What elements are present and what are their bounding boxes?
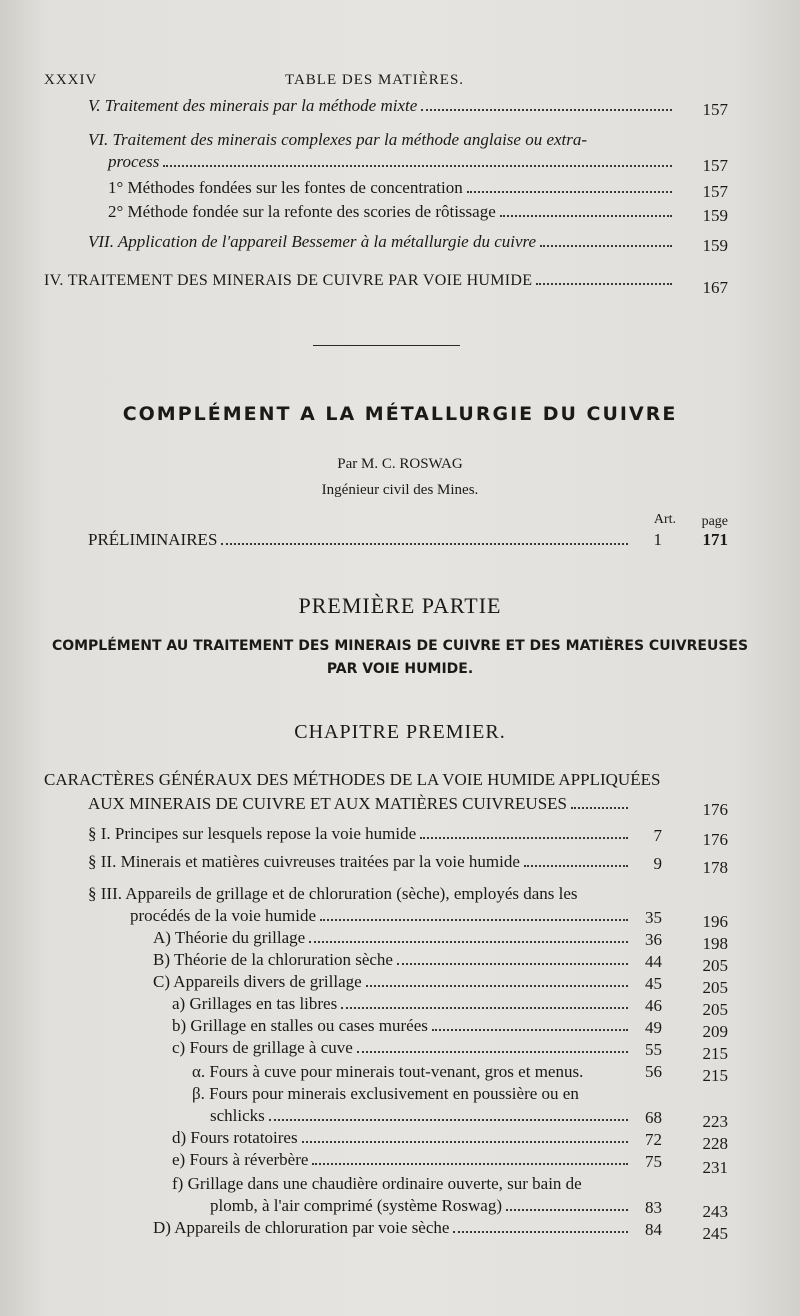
toc-entry (130, 906, 634, 926)
toc-entry-label: IV. TRAITEMENT DES MINERAIS DE CUIVRE PAR VOIE HUMIDE (44, 272, 533, 289)
section-divider (313, 345, 460, 346)
toc-entry-label: A) Théorie du grillage (153, 928, 306, 947)
toc-entry (88, 530, 634, 550)
column-header-art: Art. (653, 512, 676, 527)
toc-entry-label: a) Grillages en tas libres (172, 994, 338, 1013)
toc-entry (153, 972, 634, 992)
toc-entry-label: 2° Méthode fondée sur la refonte des scories de rôtissage (108, 202, 496, 221)
section-title: COMPLÉMENT A LA MÉTALLURGIE DU CUIVRE (122, 403, 678, 425)
toc-entry-page: 205 (702, 956, 728, 975)
toc-entry-label-cont: plomb, à l'air comprimé (système Roswag) (210, 1196, 502, 1215)
toc-entry (172, 1150, 634, 1170)
chapter-title: CHAPITRE PREMIER. (294, 721, 506, 743)
toc-entry-page: 205 (702, 978, 728, 997)
toc-entry-page: 223 (702, 1112, 728, 1131)
toc-entry (172, 994, 634, 1014)
toc-entry (108, 202, 678, 222)
page-number: XXXIV (44, 72, 98, 88)
toc-entry-page: 196 (702, 912, 728, 931)
toc-entry-label: b) Grillage en stalles ou cases murées (172, 1016, 428, 1035)
toc-entry (172, 1038, 634, 1058)
toc-entry-label-cont: procédés de la voie humide (130, 906, 316, 925)
toc-entry-art: 72 (645, 1130, 662, 1149)
toc-entry-page: 159 (702, 206, 728, 225)
toc-entry-label: α. Fours à cuve pour minerais tout-venant, gros et menus. (192, 1062, 584, 1081)
toc-entry-page: 228 (702, 1134, 728, 1153)
toc-entry-page: 157 (702, 100, 728, 119)
toc-entry (210, 1106, 634, 1126)
toc-entry-page: 215 (702, 1066, 728, 1085)
toc-entry-label: VII. Application de l'appareil Bessemer à la métallurgie du cuivre (88, 232, 537, 251)
toc-entry (153, 928, 634, 948)
toc-entry-page: 243 (702, 1202, 728, 1221)
toc-entry-label: C) Appareils divers de grillage (153, 972, 362, 991)
toc-entry-page: 159 (702, 236, 728, 255)
toc-entry-art: 9 (653, 854, 662, 873)
toc-entry-label: § III. Appareils de grillage et de chloruration (sèche), employés dans les (88, 884, 578, 903)
toc-entry-label: VI. Traitement des minerais complexes par la méthode anglaise ou extra- (88, 130, 588, 149)
toc-entry-page: 157 (702, 182, 728, 201)
toc-entry (153, 950, 634, 970)
toc-entry-art: 1 (653, 530, 662, 549)
toc-entry-art: 84 (645, 1220, 662, 1239)
toc-entry-page: 178 (702, 858, 728, 877)
toc-entry-page: 171 (702, 530, 728, 549)
toc-entry-label: § II. Minerais et matières cuivreuses traitées par la voie humide (88, 852, 520, 871)
toc-entry-art: 36 (645, 930, 662, 949)
author-title: Ingénieur civil des Mines. (321, 482, 479, 498)
toc-entry (172, 1016, 634, 1036)
toc-entry-art: 68 (645, 1108, 662, 1127)
toc-entry (88, 794, 634, 814)
toc-entry (172, 1128, 634, 1148)
toc-entry-page: 231 (702, 1158, 728, 1177)
toc-entry (88, 852, 634, 872)
toc-entry-page: 176 (702, 830, 728, 849)
toc-entry-page: 205 (702, 1000, 728, 1019)
toc-entry-label: B) Théorie de la chloruration sèche (153, 950, 393, 969)
toc-entry (108, 152, 678, 172)
toc-entry-art: 83 (645, 1198, 662, 1217)
toc-entry-page: 209 (702, 1022, 728, 1041)
toc-entry (210, 1196, 634, 1216)
toc-entry-page: 167 (702, 278, 728, 297)
author-line: Par M. C. ROSWAG (337, 456, 463, 472)
running-title: TABLE DES MATIÈRES. (285, 72, 465, 88)
toc-entry-label-cont: schlicks (210, 1106, 265, 1125)
toc-entry-label: § I. Principes sur lesquels repose la voie humide (88, 824, 417, 843)
toc-entry-art: 46 (645, 996, 662, 1015)
toc-entry (44, 272, 678, 290)
toc-entry-art: 35 (645, 908, 662, 927)
toc-entry-art: 75 (645, 1152, 662, 1171)
part-subtitle: PAR VOIE HUMIDE. (326, 661, 474, 677)
toc-entry-label-cont: process (108, 152, 160, 171)
toc-entry-art: 45 (645, 974, 662, 993)
toc-entry-art: 56 (645, 1062, 662, 1081)
toc-entry (108, 178, 678, 198)
part-subtitle: COMPLÉMENT AU TRAITEMENT DES MINERAIS DE CUIVRE ET DES MATIÈRES CUIVREUSES (51, 638, 749, 654)
chapter-heading-cont: AUX MINERAIS DE CUIVRE ET AUX MATIÈRES CUIVREUSES (88, 794, 568, 813)
toc-entry-art: 44 (645, 952, 662, 971)
toc-entry-label: β. Fours pour minerais exclusivement en poussière ou en (192, 1084, 579, 1103)
toc-entry-page: 157 (702, 156, 728, 175)
chapter-heading: CARACTÈRES GÉNÉRAUX DES MÉTHODES DE LA VOIE HUMIDE APPLIQUÉES (44, 770, 661, 789)
toc-entry-page: 215 (702, 1044, 728, 1063)
toc-entry-label: c) Fours de grillage à cuve (172, 1038, 353, 1057)
toc-entry-art: 55 (645, 1040, 662, 1059)
toc-entry-label: d) Fours rotatoires (172, 1128, 298, 1147)
toc-entry-label: 1° Méthodes fondées sur les fontes de concentration (108, 178, 463, 197)
toc-entry-label: f) Grillage dans une chaudière ordinaire ouverte, sur bain de (172, 1174, 582, 1193)
toc-entry (88, 96, 678, 116)
toc-entry-label: D) Appareils de chloruration par voie sèche (153, 1218, 450, 1237)
toc-entry-page: 176 (702, 800, 728, 819)
toc-entry-page: 245 (702, 1224, 728, 1243)
toc-entry-label: PRÉLIMINAIRES (88, 530, 218, 549)
column-header-page: page (701, 514, 728, 529)
toc-entry-art: 7 (653, 826, 662, 845)
toc-entry-label: V. Traitement des minerais par la méthode mixte (88, 96, 418, 115)
toc-entry (88, 232, 678, 252)
toc-entry (88, 824, 634, 844)
toc-entry-art: 49 (645, 1018, 662, 1037)
part-title: PREMIÈRE PARTIE (298, 593, 502, 618)
toc-entry-page: 198 (702, 934, 728, 953)
toc-entry-label: e) Fours à réverbère (172, 1150, 309, 1169)
toc-entry (153, 1218, 634, 1238)
